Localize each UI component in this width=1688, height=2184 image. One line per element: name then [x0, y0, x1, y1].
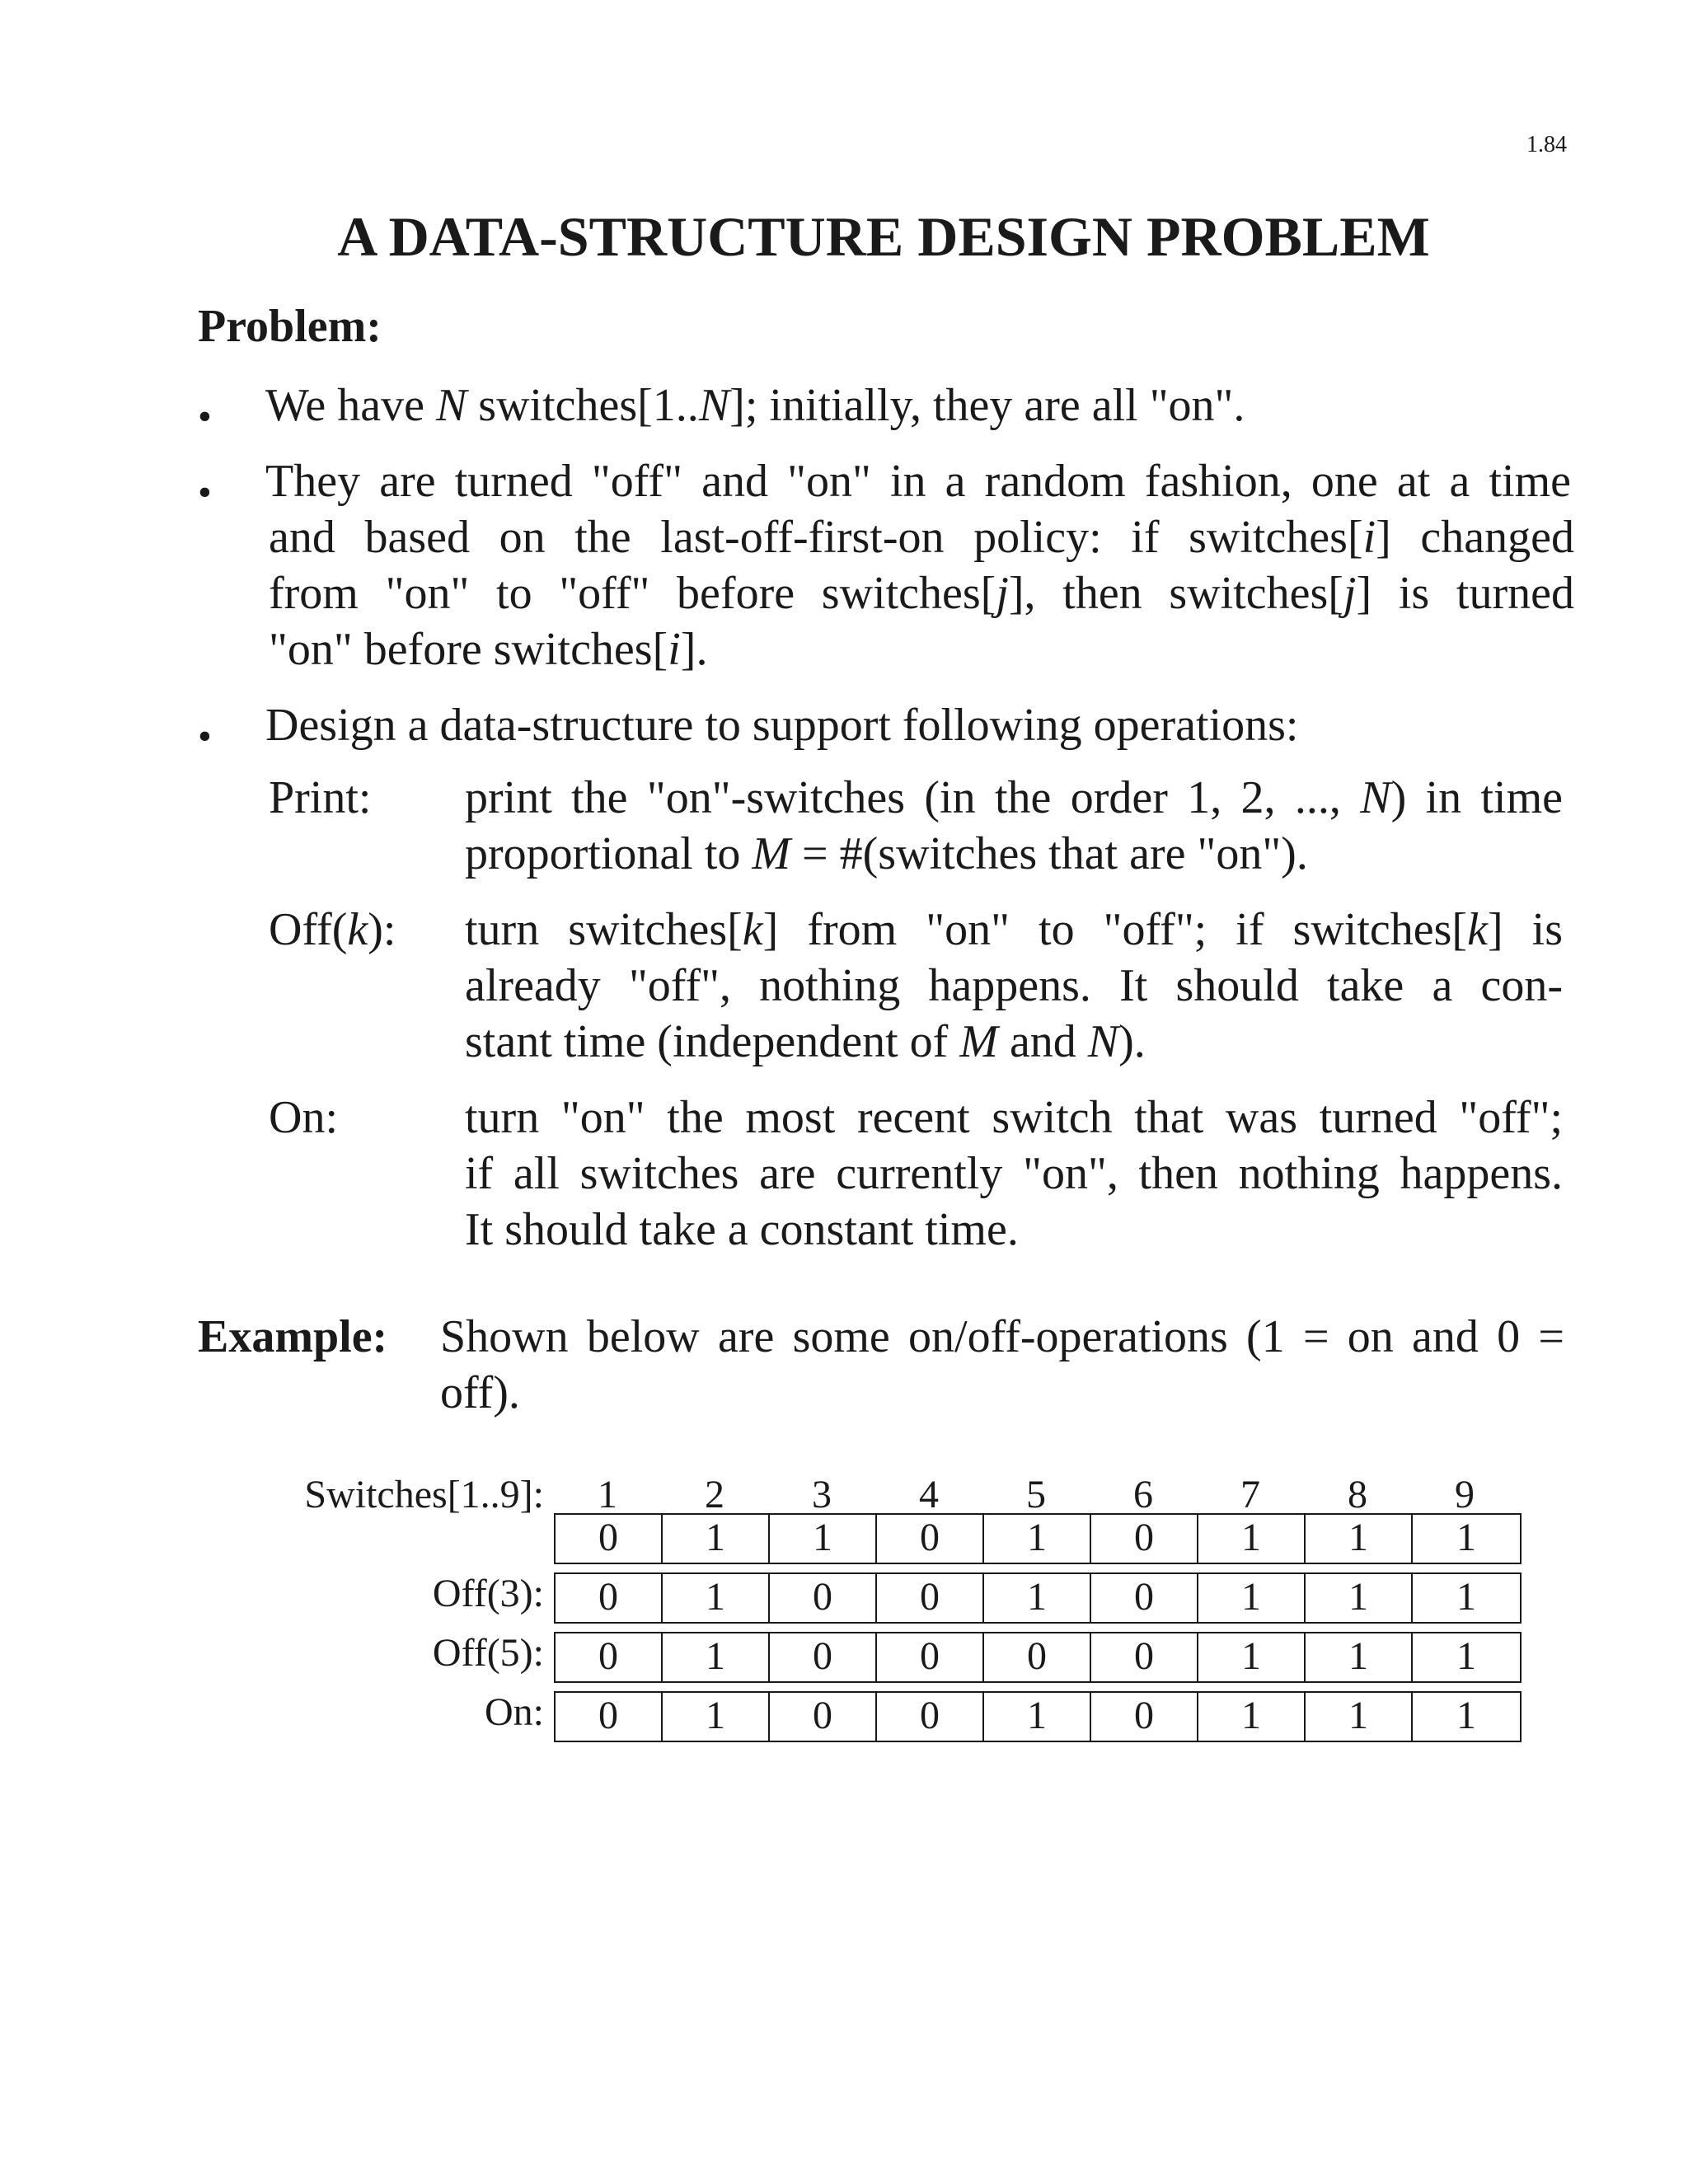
operation-label-on: On: — [269, 1092, 338, 1143]
table-row — [554, 1691, 1522, 1742]
example-heading: Example: — [198, 1311, 388, 1362]
switch-cell: 1 — [1456, 1634, 1476, 1678]
operation-description-on — [465, 1090, 1563, 1258]
page-title: A DATA-STRUCTURE DESIGN PROBLEM — [337, 205, 1430, 268]
column-header: 1 — [598, 1473, 617, 1516]
switch-cell: 0 — [1091, 1693, 1198, 1741]
switch-cell: 1 — [1456, 1575, 1476, 1619]
row-label: Off(3): — [432, 1572, 544, 1615]
switch-cell: 1 — [1306, 1633, 1413, 1681]
column-header: 9 — [1455, 1473, 1475, 1516]
column-header: 5 — [1026, 1473, 1046, 1516]
switch-cell: 0 — [1091, 1633, 1198, 1681]
switch-cell: 1 — [984, 1693, 1091, 1741]
operation-line: turn switches[k] from "on" to "off"; if switches[k] is — [465, 904, 1563, 955]
switch-cell: 0 — [556, 1515, 663, 1563]
operation-line: stant time (independent of M and N). — [465, 1016, 1146, 1067]
operation-label-print: Print: — [269, 772, 372, 823]
switch-cell: 1 — [1198, 1633, 1306, 1681]
switch-cell: 1 — [1456, 1694, 1476, 1737]
bullet-dot: • — [198, 471, 212, 514]
switch-cell: 0 — [984, 1633, 1091, 1681]
bullet-text-line: from "on" to "off" before switches[j], then switches[j] is turned — [269, 568, 1574, 619]
operation-description-off — [465, 902, 1563, 1070]
switch-cell: 0 — [1091, 1515, 1198, 1563]
column-header: 8 — [1348, 1473, 1367, 1516]
column-header: 4 — [919, 1473, 939, 1516]
bullet-text: Design a data-structure to support following operations: — [265, 700, 1299, 751]
switch-cell: 1 — [984, 1574, 1091, 1622]
table-row — [554, 1513, 1522, 1564]
column-header: 2 — [705, 1473, 724, 1516]
bullet-text-line: They are turned "off" and "on" in a random fashion, one at a time — [265, 456, 1571, 507]
switch-cell: 0 — [556, 1633, 663, 1681]
switch-cell: 1 — [663, 1633, 770, 1681]
switch-cell: 0 — [877, 1515, 984, 1563]
switch-cell: 1 — [1198, 1515, 1306, 1563]
operation-line: It should take a constant time. — [465, 1204, 1019, 1255]
switch-cell: 0 — [556, 1574, 663, 1622]
switch-cell: 0 — [770, 1693, 877, 1741]
switch-cell: 1 — [663, 1693, 770, 1741]
problem-heading: Problem: — [198, 301, 382, 352]
bullet-text-line: "on" before switches[i]. — [269, 624, 708, 675]
operation-line: turn "on" the most recent switch that was turned "off"; — [465, 1092, 1563, 1143]
table-row — [554, 1572, 1522, 1624]
bullet-text-line: and based on the last-off-first-on policy: if switches[i] changed — [269, 512, 1574, 563]
switch-cell: 0 — [1091, 1574, 1198, 1622]
switch-cell: 1 — [663, 1574, 770, 1622]
operation-description-print — [465, 770, 1563, 882]
switch-cell: 0 — [877, 1574, 984, 1622]
switch-cell: 1 — [984, 1515, 1091, 1563]
column-header: 7 — [1240, 1473, 1260, 1516]
row-label: On: — [485, 1690, 544, 1734]
switch-cell: 1 — [1306, 1693, 1413, 1741]
switch-cell: 1 — [663, 1515, 770, 1563]
bullet-text: We have N switches[1..N]; initially, they are all "on". — [265, 380, 1245, 431]
switch-cell: 1 — [1306, 1574, 1413, 1622]
example-description — [440, 1309, 1564, 1421]
switch-cell: 0 — [877, 1633, 984, 1681]
example-line: Shown below are some on/off-operations (1 = on and 0 = — [440, 1311, 1564, 1362]
page-number: 1.84 — [1526, 132, 1567, 157]
operation-line: proportional to M = #(switches that are "on"). — [465, 828, 1308, 879]
switch-cell: 0 — [770, 1633, 877, 1681]
switch-cell: 0 — [770, 1574, 877, 1622]
operation-label-off: Off(k): — [269, 904, 396, 955]
column-header: 3 — [812, 1473, 832, 1516]
switch-cell: 1 — [1456, 1516, 1476, 1559]
operation-line: print the "on"-switches (in the order 1, 2, ..., N) in time — [465, 772, 1563, 823]
switch-cell: 0 — [877, 1693, 984, 1741]
switch-cell: 1 — [1198, 1693, 1306, 1741]
switch-cell: 1 — [770, 1515, 877, 1563]
switch-cell: 1 — [1198, 1574, 1306, 1622]
column-header: 6 — [1133, 1473, 1153, 1516]
table-header-label: Switches[1..9]: — [304, 1473, 544, 1516]
switch-cell: 1 — [1306, 1515, 1413, 1563]
switch-cell: 0 — [556, 1693, 663, 1741]
bullet-dot: • — [198, 715, 212, 758]
operation-line: if all switches are currently "on", then nothing happens. — [465, 1148, 1563, 1199]
operation-line: already "off", nothing happens. It should take a con- — [465, 960, 1563, 1011]
row-label: Off(5): — [432, 1631, 544, 1675]
example-line: off). — [440, 1367, 520, 1418]
bullet-dot: • — [198, 395, 212, 438]
table-row — [554, 1632, 1522, 1683]
